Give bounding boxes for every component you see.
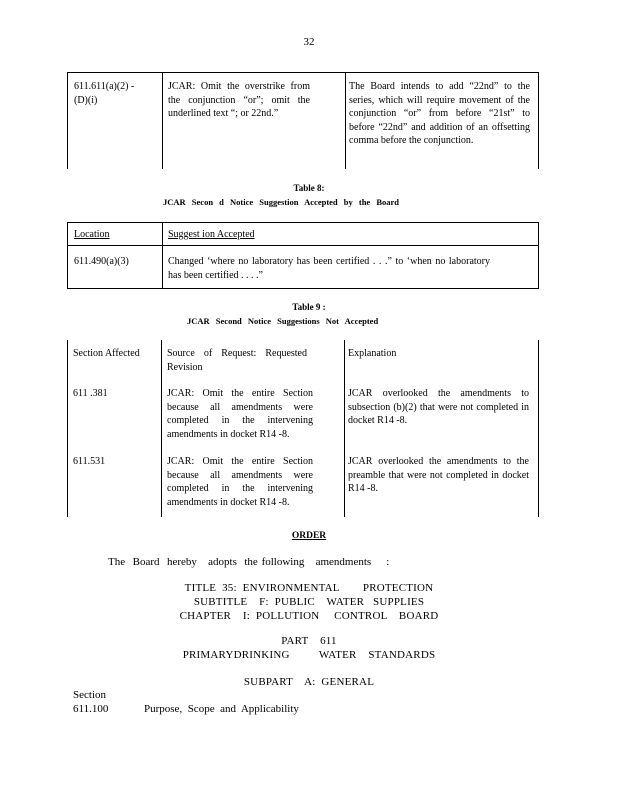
order-heading: ORDER [291, 531, 327, 541]
table8-subtitle: JCAR Secon d Notice Suggestion Accepted by the Board [163, 197, 399, 207]
table-cell-board: The Board intends to add “22nd” to the series, which will require movement of the conjunction “or” from before “21st” to before “22nd” and addition of an offsetting comma before the conjunction. [349, 81, 530, 147]
order-intro: The Board hereby adopts the following amendments : [108, 556, 390, 568]
section-title: Purpose, Scope and Applicability [144, 703, 299, 715]
table-cell-jcar: JCAR: Omit the overstrike from the conjunction “or”; omit the underlined text “; or 22nd.” [168, 81, 310, 120]
table-header-rule [68, 245, 538, 246]
title-line: TITLE 35: ENVIRONMENTAL PROTECTION [184, 582, 434, 594]
table-divider [345, 73, 346, 169]
table8 [67, 222, 539, 289]
table9 [67, 340, 539, 517]
section-label: Section [73, 689, 106, 701]
subpart-line: SUBPART A: GENERAL [243, 676, 375, 688]
table-divider [538, 340, 539, 517]
table9-header-request: Source of Request: Requested Revision [167, 348, 307, 373]
table-cell-section: 611 .381 [73, 388, 108, 399]
table-divider [162, 223, 163, 288]
table-continued [67, 72, 539, 169]
table9-header-explanation: Explanation [348, 348, 397, 359]
table-cell-explanation: JCAR overlooked the amendments to the preamble that were not completed in docket R14 -8. [348, 456, 529, 495]
table8-header-suggestion: Suggest ion Accepted [168, 229, 255, 240]
table-cell-section: 611.531 [73, 456, 106, 467]
table8-header-location: Location [74, 229, 110, 240]
part-title-line: PRIMARYDRINKING WATER STANDARDS [182, 649, 436, 661]
table8-title: Table 8: [293, 183, 325, 193]
table-cell-location: 611.611(a)(2) - (D)(i) [74, 81, 135, 106]
table-cell-request: JCAR: Omit the entire Section because all amendments were completed in the intervening amendments in docket R14 -8. [167, 456, 313, 508]
table-divider [344, 340, 345, 517]
table9-title: Table 9 : [292, 302, 326, 312]
part-line: PART 611 [281, 635, 337, 647]
table-cell-request: JCAR: Omit the entire Section because all amendments were completed in the intervening amendments in docket R14 -8. [167, 388, 313, 440]
page-number: 32 [303, 36, 315, 48]
table-cell-suggestion: Changed ‘where no laboratory has been certified . . .” to ‘when no laboratory has been certified . . . .” [168, 256, 490, 281]
chapter-line: CHAPTER I: POLLUTION CONTROL BOARD [179, 610, 439, 622]
table-divider [67, 340, 68, 517]
table-cell-location: 611.490(a)(3) [74, 256, 129, 267]
table9-subtitle: JCAR Second Notice Suggestions Not Accepted [187, 316, 379, 326]
table-cell-explanation: JCAR overlooked the amendments to subsection (b)(2) that were not completed in docket R14 -8. [348, 388, 529, 427]
table9-header-section: Section Affected [73, 348, 140, 359]
table-divider [161, 340, 162, 517]
section-number: 611.100 [73, 703, 109, 715]
subtitle-line: SUBTITLE F: PUBLIC WATER SUPPLIES [193, 596, 425, 608]
table-divider [162, 73, 163, 169]
